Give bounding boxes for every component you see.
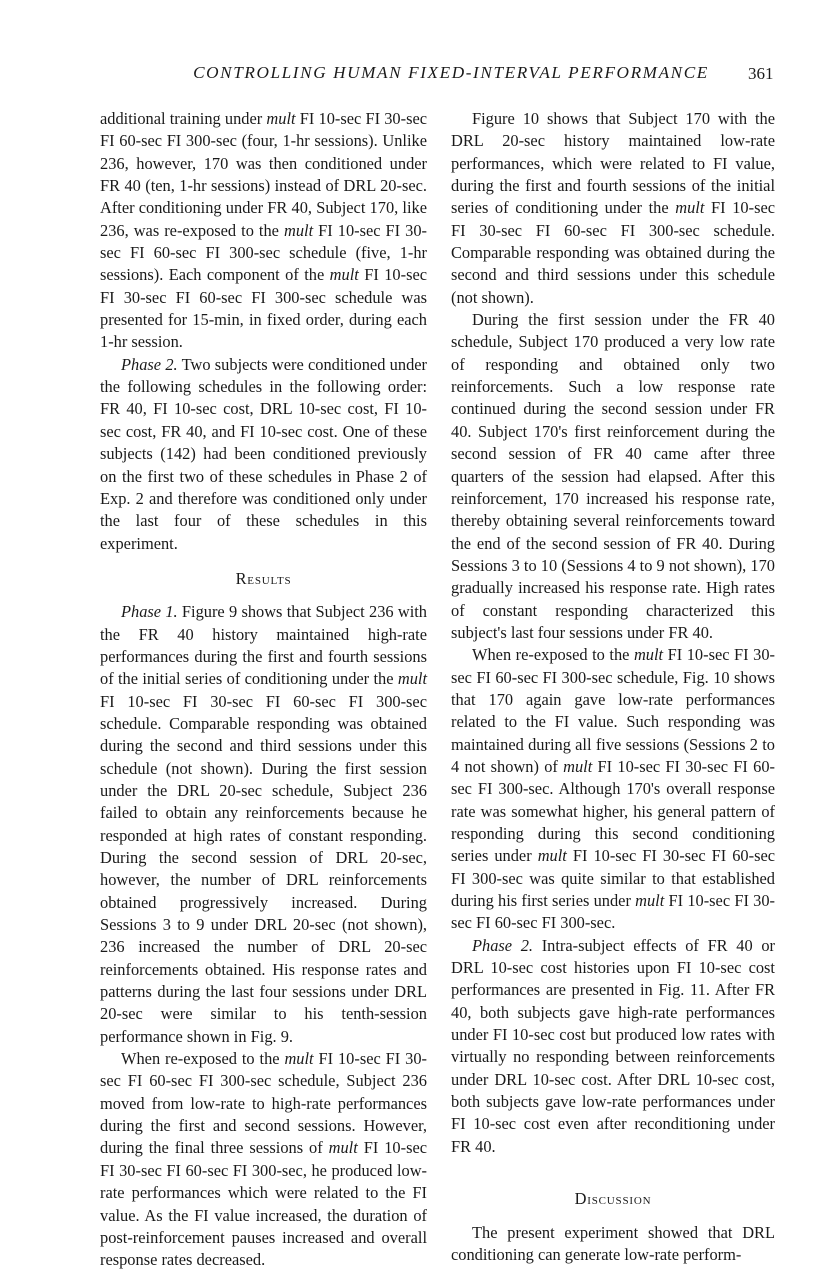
section-heading-results: Results — [235, 568, 292, 588]
phase-label: Phase 2. — [121, 354, 178, 374]
right-column — [451, 108, 775, 1266]
paragraph-re-exposure: When re-exposed to the mult FI 10-sec FI 30-sec FI 60-sec FI 300-sec schedule, Fig. 10 shows that 170 again gave low-rate performances related to the FI value. Such responding was maintained during all five sessions (Sessions 2 to 4 not shown) of mult FI 10-sec FI 30-sec FI 60-sec FI 300-sec. Although 170's overall response rate was somewhat higher, his general pattern of responding during this second conditioning series under mult FI 10-sec FI 30-sec FI 60-sec FI 300-sec was quite similar to that established during his first series under mult FI 10-sec FI 30-sec FI 60-sec FI 300-sec. — [451, 645, 776, 933]
running-head-title: CONTROLLING HUMAN FIXED-INTERVAL PERFORMANCE — [193, 63, 709, 82]
paragraph-phase-1-results: Phase 1. Figure 9 shows that Subject 236 with the FR 40 history maintained high-rate performances during the first and fourth sessions of the initial series of conditioning under the mult FI 10-sec FI 30-sec FI 60-sec FI 300-sec schedule. Comparable responding was obtained during the second and third sessions under this schedule (not shown). During the first session under the DRL 20-sec schedule, Subject 236 failed to obtain any reinforcements because he responded at high rates of constant responding. During the second session of DRL 20-sec, however, the number of DRL reinforcements obtained progressively increased. During Sessions 3 to 9 under DRL 20-sec (not shown), 236 increased the number of DRL 20-sec reinforcements obtained. His response rates and patterns during the last four sessions under DRL 20-sec were similar to his tenth-session performance shown in Fig. 9. — [100, 602, 427, 1046]
paragraph-figure-10: Figure 10 shows that Subject 170 with the DRL 20-sec history maintained low-rate performances, which were related to FI value, during the first and fourth sessions of the initial series of conditioning under the mult FI 10-sec FI 30-sec FI 60-sec FI 300-sec schedule. Comparable responding was obtained during the second and third sessions under this schedule (not shown). — [451, 109, 775, 307]
paragraph-phase-2-method: Phase 2. Two subjects were conditioned under the following schedules in the following order: FR 40, FI 10-sec cost, DRL 10-sec cost, FI 10-sec cost, FR 40, and FI 10-sec cost. One of these subjects (142) had been conditioned previously on the first two of these schedules in Phase 2 of Exp. 2 and therefore was conditioned only under the last four of these schedules in this experiment. — [100, 354, 427, 553]
section-heading-discussion: Discussion — [574, 1189, 652, 1209]
phase-label: Phase 1. — [121, 602, 178, 622]
paragraph-phase-2-results: Phase 2. Intra-subject effects of FR 40 or DRL 10-sec cost histories upon FI 10-sec cost performances are presented in Fig. 11. After FR 40, both subjects gave high-rate performances under FI 10-sec cost but produced low rates with virtually no responding between reinforcements under DRL 10-sec cost. After DRL 10-sec cost, both subjects gave low-rate performances under FI 10-sec cost even after reconditioning under FR 40. — [451, 935, 775, 1156]
paragraph-fr40-session: During the first session under the FR 40 schedule, Subject 170 produced a very low rate of responding and obtained only two reinforcements. Such a low response rate continued during the second session under FR 40. Subject 170's first reinforcement during the second session of FR 40 came after three quarters of the session had elapsed. After this reinforcement, 170 increased his response rate, thereby obtaining several reinforcements toward the end of the second session of FR 40. During Sessions 3 to 10 (Sessions 4 to 9 not shown), 170 gradually increased his response rate. High rates of constant responding characterized this subject's last four sessions under FR 40. — [451, 310, 775, 642]
paragraph-continued: additional training under mult FI 10-sec FI 30-sec FI 60-sec FI 300-sec (four, 1-hr sessions). Unlike 236, however, 170 was then conditioned under FR 40 (ten, 1-hr sessions) instead of DRL 20-sec. After conditioning under FR 40, Subject 170, like 236, was re-exposed to the mult FI 10-sec FI 30-sec FI 60-sec FI 300-sec schedule (five, 1-hr sessions). Each component of the mult FI 10-sec FI 30-sec FI 60-sec FI 300-sec schedule was presented for 15-min, in fixed order, during each 1-hr session. — [100, 109, 428, 352]
paragraph-discussion-start: The present experiment showed that DRL conditioning can generate low-rate perform- — [451, 1222, 775, 1264]
paragraph-subject-236: When re-exposed to the mult FI 10-sec FI 30-sec FI 60-sec FI 300-sec schedule, Subject 236 moved from low-rate to high-rate performances during the first and second sessions. However, during the final three sessions of mult FI 10-sec FI 30-sec FI 60-sec FI 300-sec, he produced low-rate performances which were related to the FI value. As the FI value increased, the duration of post-reinforcement pauses increased and overall response rates decreased. — [100, 1049, 428, 1270]
page-number: 361 — [748, 64, 774, 83]
phase-label: Phase 2. — [472, 935, 534, 955]
left-column — [100, 108, 427, 1272]
